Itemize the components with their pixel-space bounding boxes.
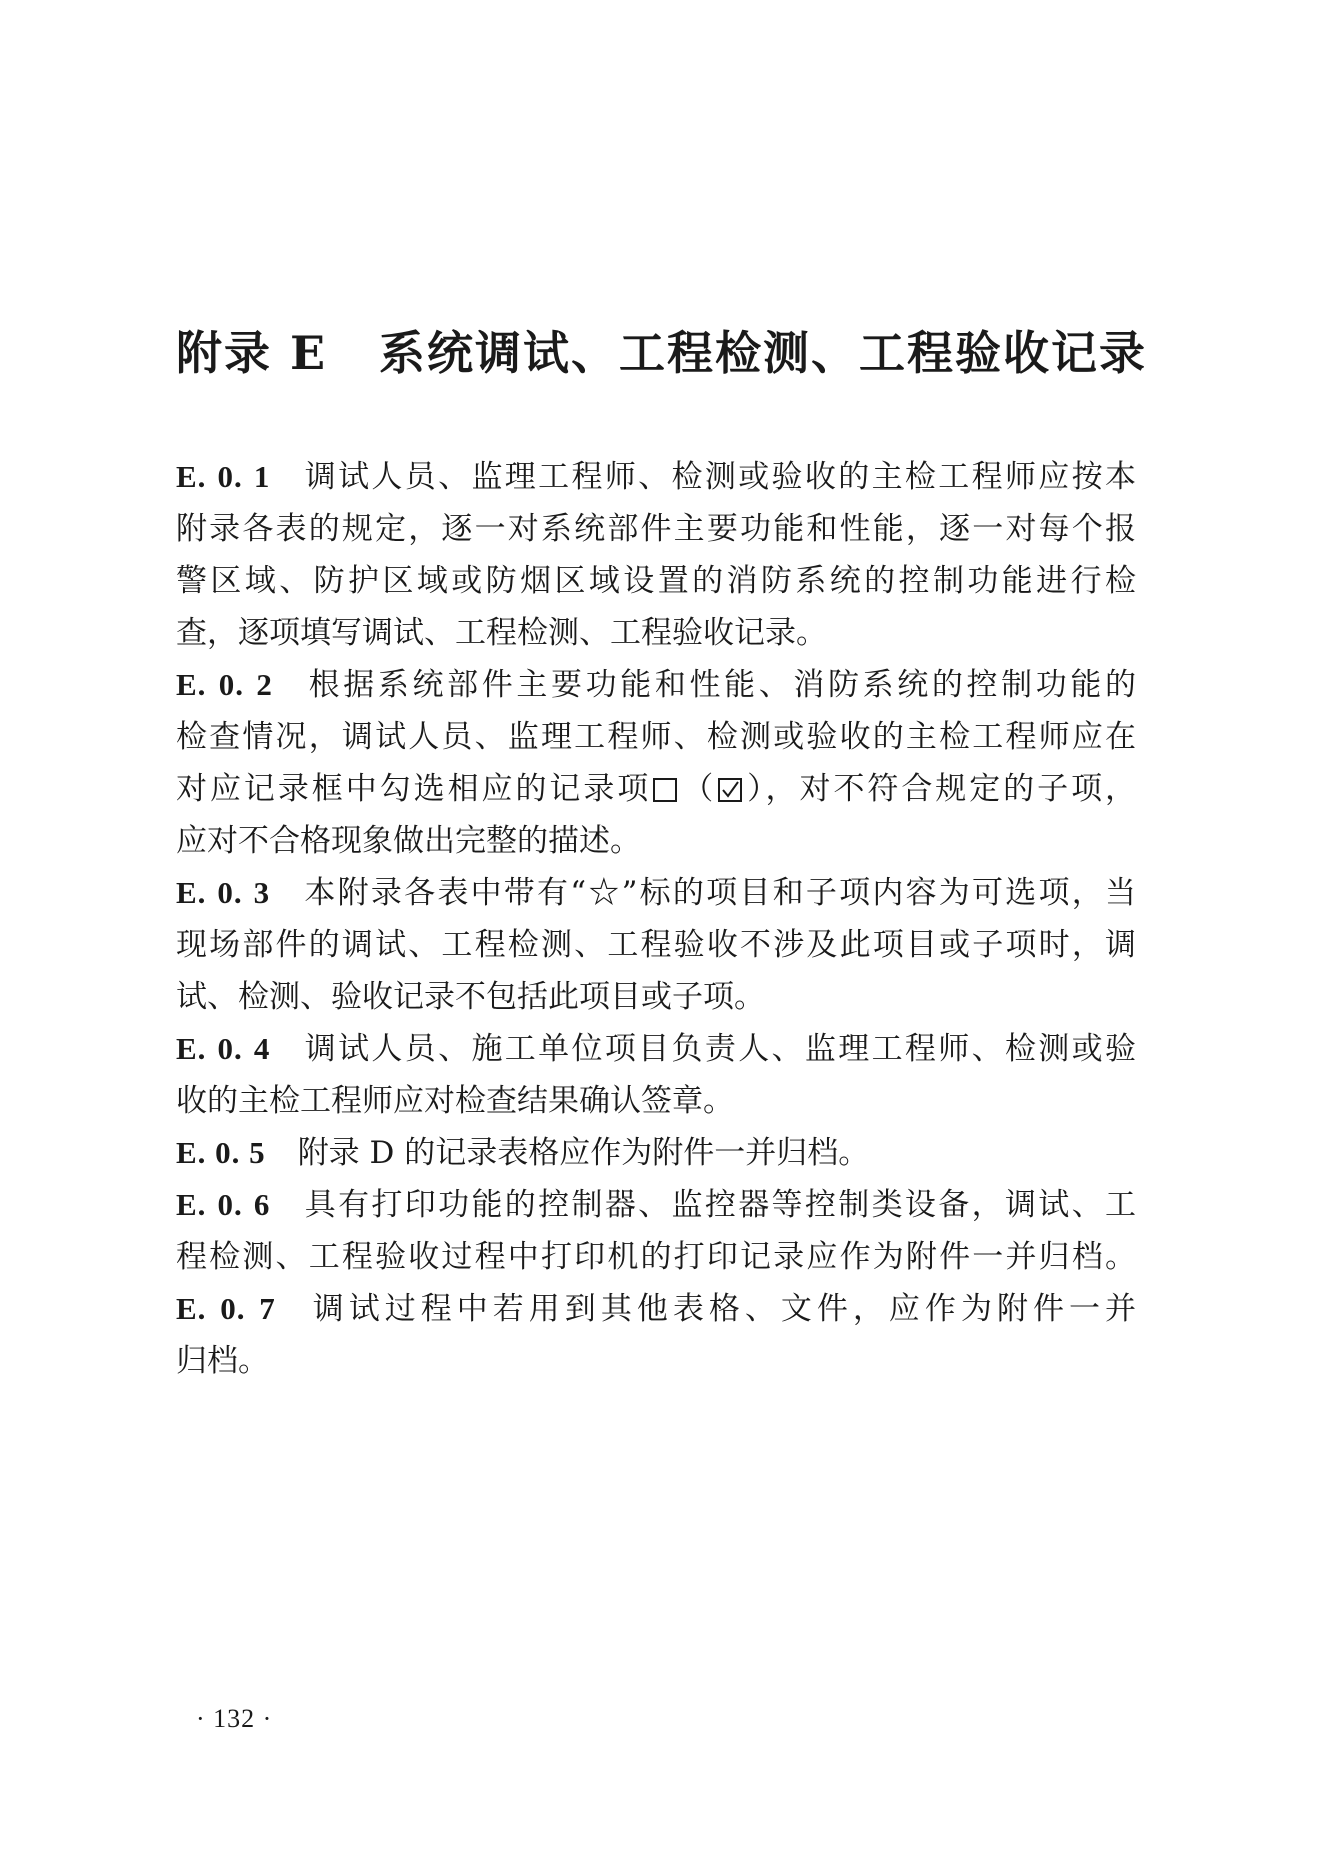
clause-number: E. 0. 7 bbox=[176, 1291, 276, 1326]
clause-line: 收的主检工程师应对检查结果确认签章。 bbox=[176, 1083, 734, 1119]
clause-e06 bbox=[176, 1179, 1136, 1283]
clause-text: 对应记录框中勾选相应的记录项 bbox=[176, 771, 652, 807]
clause-line: 程检测、工程验收过程中打印机的打印记录应作为附件一并归档。 bbox=[176, 1239, 1136, 1275]
clause-number: E. 0. 1 bbox=[176, 459, 271, 494]
clause-line bbox=[176, 1283, 1136, 1335]
clause-line bbox=[176, 763, 1136, 815]
clause-line: 查，逐项填写调试、工程检测、工程验收记录。 bbox=[176, 615, 827, 651]
empty-checkbox-icon bbox=[653, 778, 677, 802]
clause-line: 检查情况，调试人员、监理工程师、检测或验收的主检工程师应在 bbox=[176, 719, 1136, 755]
page-title bbox=[0, 323, 1323, 383]
clause-text: 调试过程中若用到其他表格、文件，应作为附件一并 bbox=[307, 1291, 1136, 1327]
clause-line bbox=[176, 451, 1136, 503]
clause-text: 调试人员、监理工程师、检测或验收的主检工程师应按本 bbox=[302, 459, 1136, 495]
clause-e01 bbox=[176, 451, 1136, 659]
clause-line: 附录各表的规定，逐一对系统部件主要功能和性能，逐一对每个报 bbox=[176, 511, 1136, 547]
clause-number: E. 0. 2 bbox=[176, 667, 273, 702]
clause-line bbox=[176, 867, 1136, 919]
clause-line: 警区域、防护区域或防烟区域设置的消防系统的控制功能进行检 bbox=[176, 563, 1136, 599]
checked-checkbox-icon bbox=[718, 778, 742, 802]
clause-text: ），对不符合规定的子项， bbox=[744, 771, 1137, 807]
clause-text: 调试人员、施工单位项目负责人、监理工程师、检测或验 bbox=[302, 1031, 1136, 1067]
clause-number: E. 0. 3 bbox=[176, 875, 271, 910]
body-text bbox=[176, 451, 1136, 1387]
clause-number: E. 0. 4 bbox=[176, 1031, 271, 1066]
clause-text: 具有打印功能的控制器、监控器等控制类设备，调试、工 bbox=[302, 1187, 1136, 1223]
clause-line bbox=[176, 1179, 1136, 1231]
clause-e05 bbox=[176, 1127, 1136, 1179]
clause-text: 根据系统部件主要功能和性能、消防系统的控制功能的 bbox=[304, 667, 1136, 703]
clause-number: E. 0. 5 bbox=[176, 1135, 266, 1170]
clause-line: 试、检测、验收记录不包括此项目或子项。 bbox=[176, 979, 765, 1015]
appendix-title: 系统调试、工程检测、工程验收记录 bbox=[379, 325, 1148, 380]
clause-number: E. 0. 6 bbox=[176, 1187, 271, 1222]
clause-line bbox=[176, 1127, 1136, 1179]
clause-e07 bbox=[176, 1283, 1136, 1387]
clause-line: 归档。 bbox=[176, 1343, 269, 1379]
clause-e04 bbox=[176, 1023, 1136, 1127]
clause-line bbox=[176, 1023, 1136, 1075]
clause-line bbox=[176, 659, 1136, 711]
clause-text: （ bbox=[679, 771, 717, 807]
clause-line: 现场部件的调试、工程检测、工程验收不涉及此项目或子项时，调 bbox=[176, 927, 1136, 963]
clause-e02 bbox=[176, 659, 1136, 867]
page-number: · 132 · bbox=[196, 1704, 273, 1733]
clause-line: 应对不合格现象做出完整的描述。 bbox=[176, 823, 641, 859]
clause-text: 本附录各表中带有“☆”标的项目和子项内容为可选项，当 bbox=[302, 875, 1136, 911]
clause-text: 附录 D 的记录表格应作为附件一并归档。 bbox=[297, 1135, 870, 1171]
appendix-label: 附录 E bbox=[175, 325, 328, 380]
clause-e03 bbox=[176, 867, 1136, 1023]
